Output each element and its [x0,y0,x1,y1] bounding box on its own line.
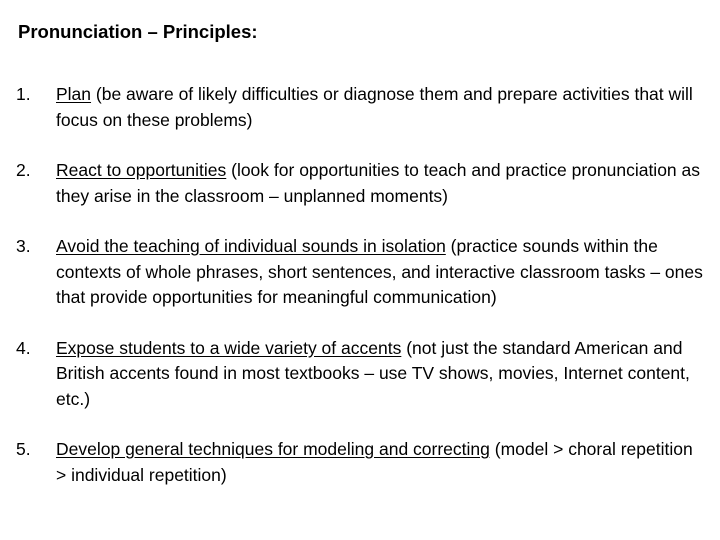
item-number: 3. [16,236,31,256]
principle-detail: (be aware of likely difficulties or diagnose them and prepare activities that will focus on these problems) [56,84,693,130]
item-number: 4. [16,337,31,358]
principle-detail: (not just the standard American and British accents found in most textbooks – use TV shows, movies, Internet content, etc.) [56,337,690,409]
slide-title: Pronunciation – Principles: [18,21,258,42]
principle-heading: Plan [56,84,92,104]
item-number: 5. [16,439,31,459]
principle-detail: (practice sounds within the contexts of whole phrases, short sentences, and interactive classroom tasks – ones that provide opportunities for meaningful communication) [56,236,703,307]
item-number: 1. [16,84,31,104]
principle-item-4 [16,336,706,413]
principles-list [16,82,706,488]
principle-detail: (look for opportunities to teach and practice pronunciation as they arise in the classroom – unplanned moments) [56,160,701,206]
principle-heading: React to opportunities [56,160,227,180]
principle-heading: Develop general techniques for modeling and correcting [56,439,490,459]
item-number: 2. [16,160,31,180]
principle-heading: Expose students to a wide variety of accents [56,337,402,358]
principle-item-1 [16,82,706,133]
principle-item-2 [16,158,706,209]
principle-item-3 [16,234,706,311]
principle-detail: (model > choral repetition > individual repetition) [56,439,693,485]
principle-heading: Avoid the teaching of individual sounds in isolation [56,236,446,256]
principle-item-5 [16,437,706,488]
